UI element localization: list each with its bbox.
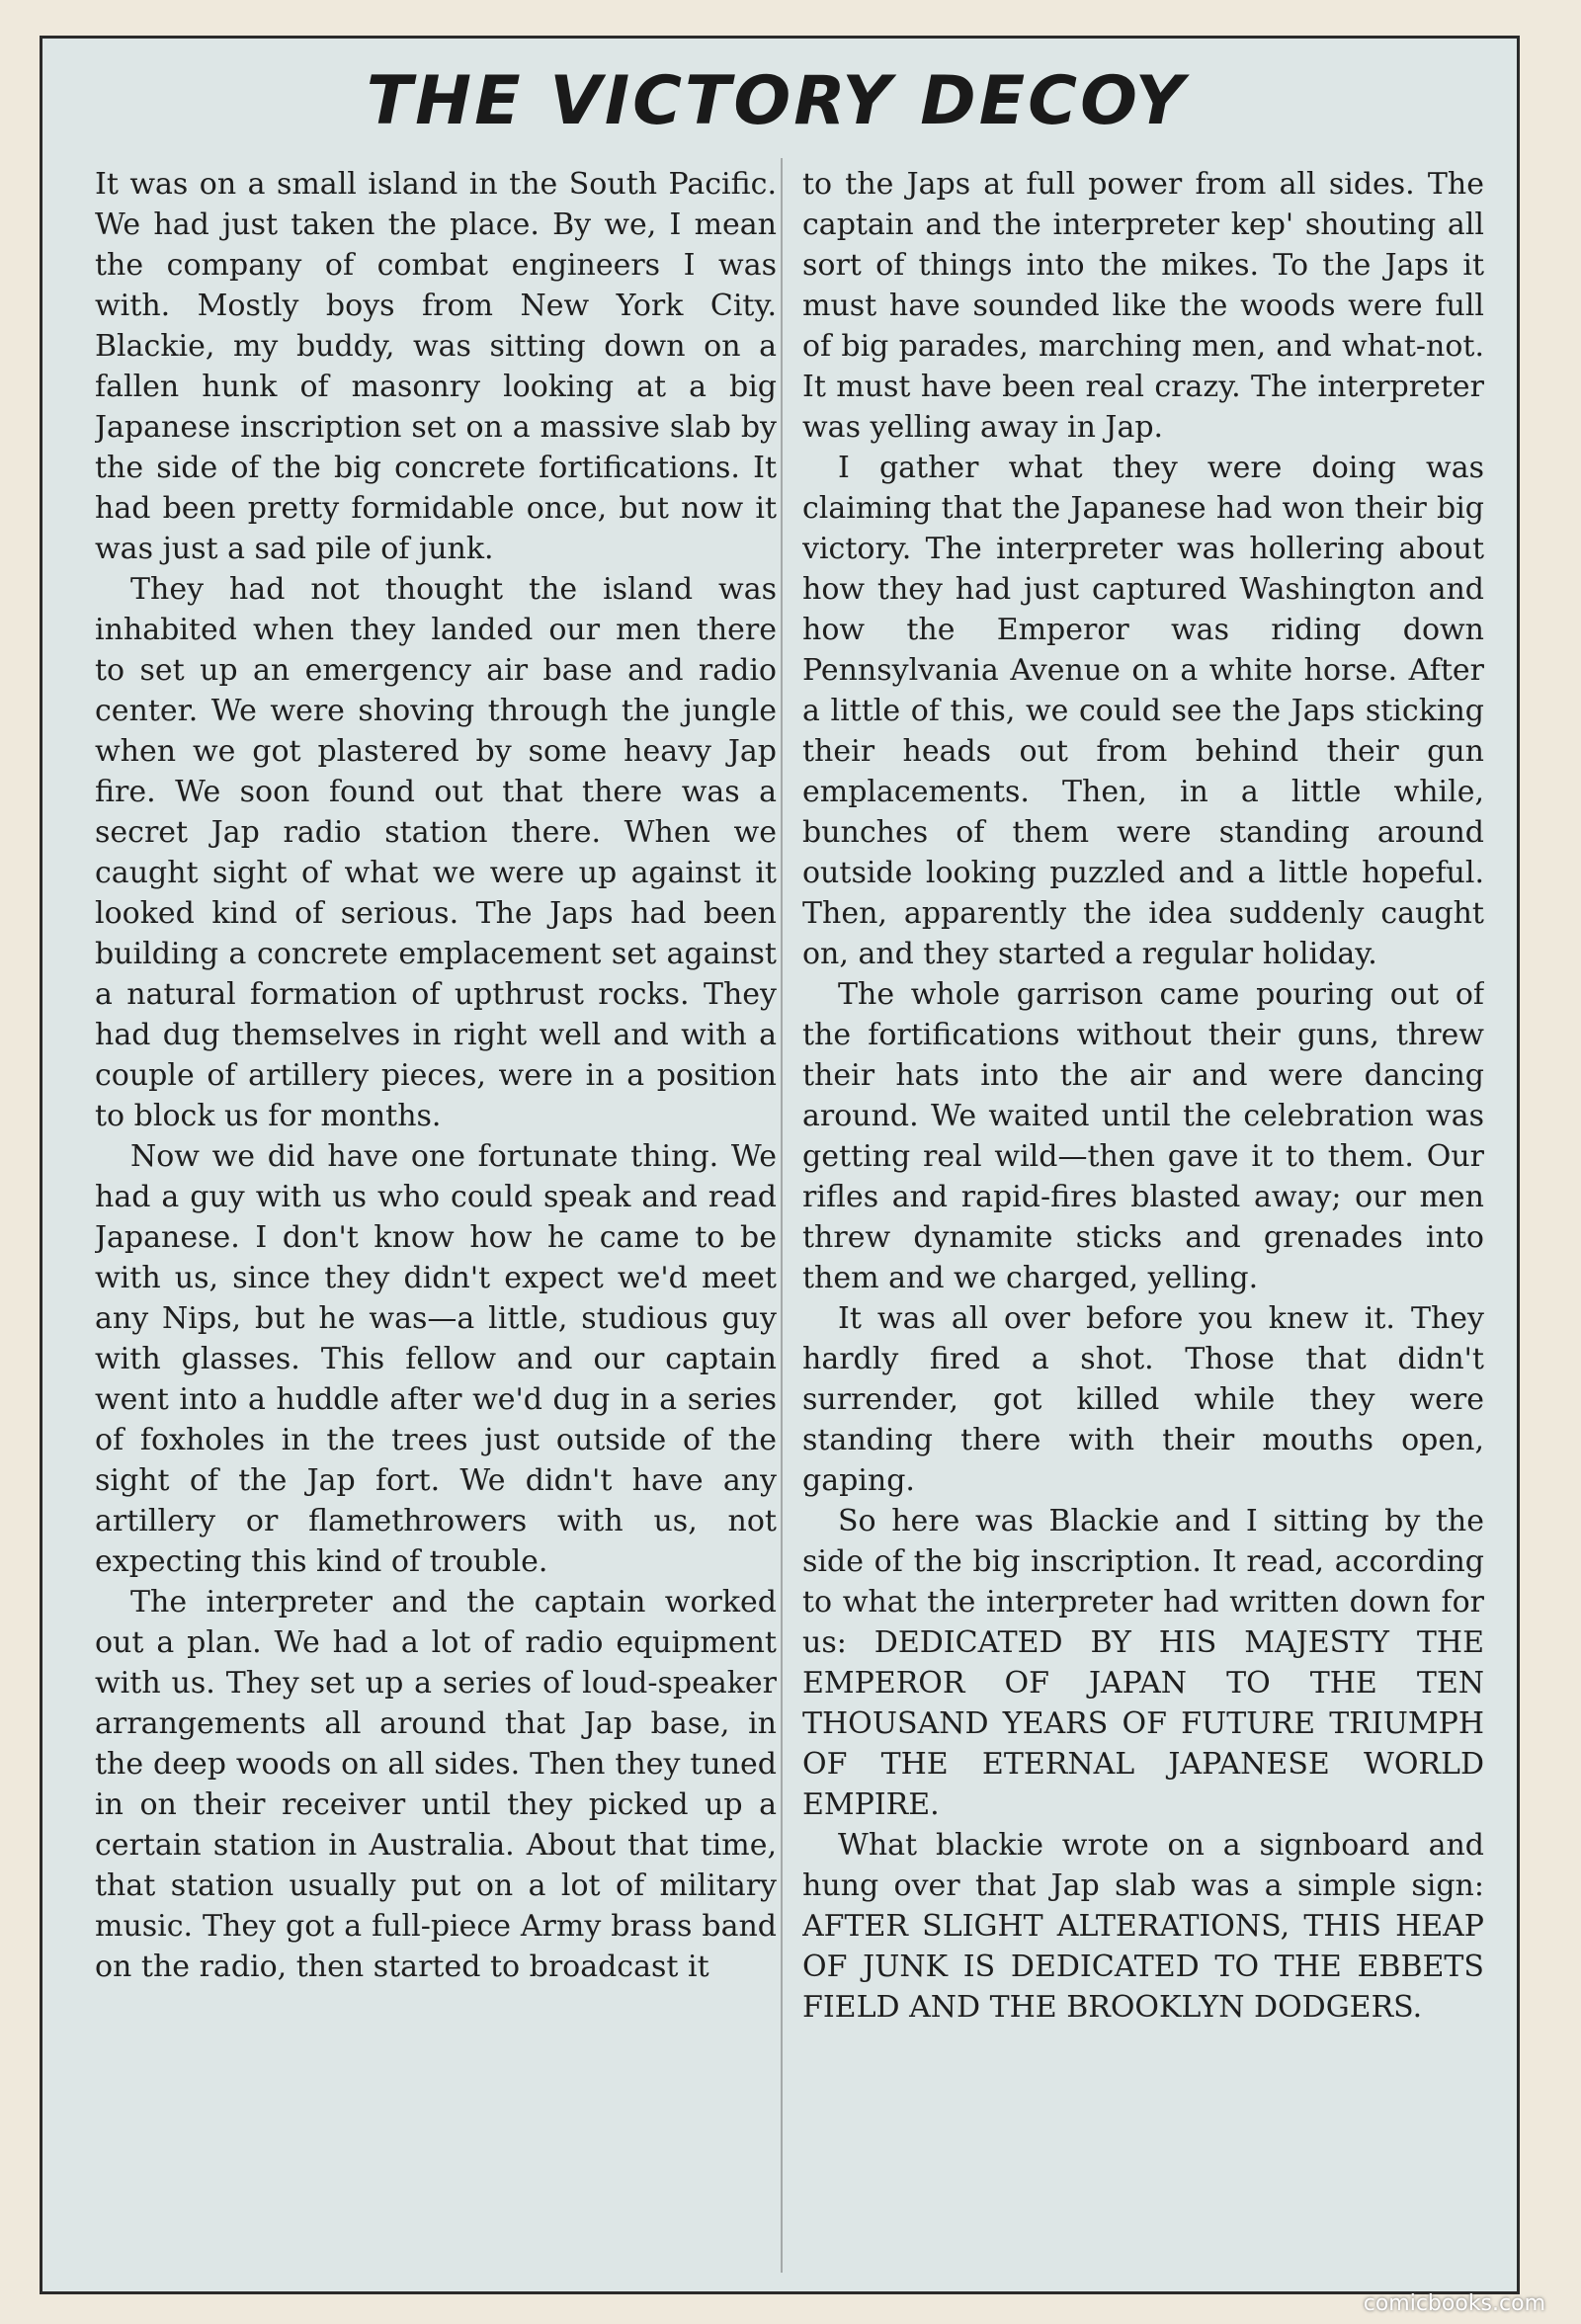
paragraph: What blackie wrote on a signboard and hung over that Jap slab was a simple sign: AFTER SLIGHT ALTERATIONS, THIS HEAP OF JUNK IS DEDICATED TO THE EBBETS FIELD AND THE BROOKLYN DODGERS. [802,1828,1484,2025]
paragraph: It was all over before you knew it. They hardly fired a shot. Those that didn't surrender, got killed while they were standing there with their mouths open, gaping. [802,1301,1484,1498]
paragraph: The whole garrison came pouring out of the fortifications without their guns, threw their hats into the air and were dancing around. We waited until the celebration was getting real wild—then gave it to them. Our rifles and rapid-fires blasted away; our men threw dynamite sticks and grenades into them and we charged, yelling. [802,977,1484,1295]
paragraph: So here was Blackie and I sitting by the side of the big inscription. It read, according to what the interpreter had written down for us: DEDICATED BY HIS MAJESTY THE EMPEROR OF JAPAN TO THE TEN THOUSAND YEARS OF FUTURE TRIUMPH OF THE ETERNAL JAPANESE WORLD EMPIRE. [802,1504,1484,1822]
right-column [802,164,1484,2269]
paragraph: It was on a small island in the South Pacific. We had just taken the place. By we, I mean the company of combat engineers I was with. Mostly boys from New York City. Blackie, my buddy, was sitting down on a fallen hunk of masonry looking at a big Japanese inscription set on a massive slab by the side of the big concrete fortifications. It had been pretty formidable once, but now it was just a sad pile of junk. [95,167,777,566]
paragraph: I gather what they were doing was claiming that the Japanese had won their big victory. The interpreter was hollering about how they had just captured Washington and how the Emperor was riding down Pennsylvania Avenue on a white horse. After a little of this, we could see the Japs sticking their heads out from behind their gun emplacements. Then, in a little while, bunches of them were standing around outside looking puzzled and a little hopeful. Then, apparently the idea suddenly caught on, and they started a regular holiday. [802,451,1484,971]
site-watermark: comicbooks.com [1363,2291,1545,2316]
left-column [95,164,777,2269]
paragraph: The interpreter and the captain worked out a plan. We had a lot of radio equipment with us. They set up a series of loud-speaker arrangements all around that Jap base, in the deep woods on all sides. Then they tuned in on their receiver until they picked up a certain station in Australia. About that time, that station usually put on a lot of military music. They got a full-piece Army brass band on the radio, then started to broadcast it [95,1585,777,1984]
paragraph: Now we did have one fortunate thing. We had a guy with us who could speak and read Japanese. I don't know how he came to be with us, since they didn't expect we'd meet any Nips, but he was—a little, studious guy with glasses. This fellow and our captain went into a huddle after we'd dug in a series of foxholes in the trees just outside of the sight of the Jap fort. We didn't have any artillery or flamethrowers with us, not expecting this kind of trouble. [95,1139,777,1579]
column-divider [781,158,783,2273]
story-title: THE VICTORY DECOY [366,62,1188,140]
paragraph: to the Japs at full power from all sides. The captain and the interpreter kep' shouting all sort of things into the mikes. To the Japs it must have sounded like the woods were full of big parades, marching men, and what-not. It must have been real crazy. The interpreter was yelling away in Jap. [802,167,1484,445]
paragraph: They had not thought the island was inhabited when they landed our men there to set up an emergency air base and radio center. We were shoving through the jungle when we got plastered by some heavy Jap fire. We soon found out that there was a secret Jap radio station there. When we caught sight of what we were up against it looked kind of serious. The Japs had been building a concrete emplacement set against a natural formation of upthrust rocks. They had dug themselves in right well and with a couple of artillery pieces, were in a position to block us for months. [95,572,777,1133]
